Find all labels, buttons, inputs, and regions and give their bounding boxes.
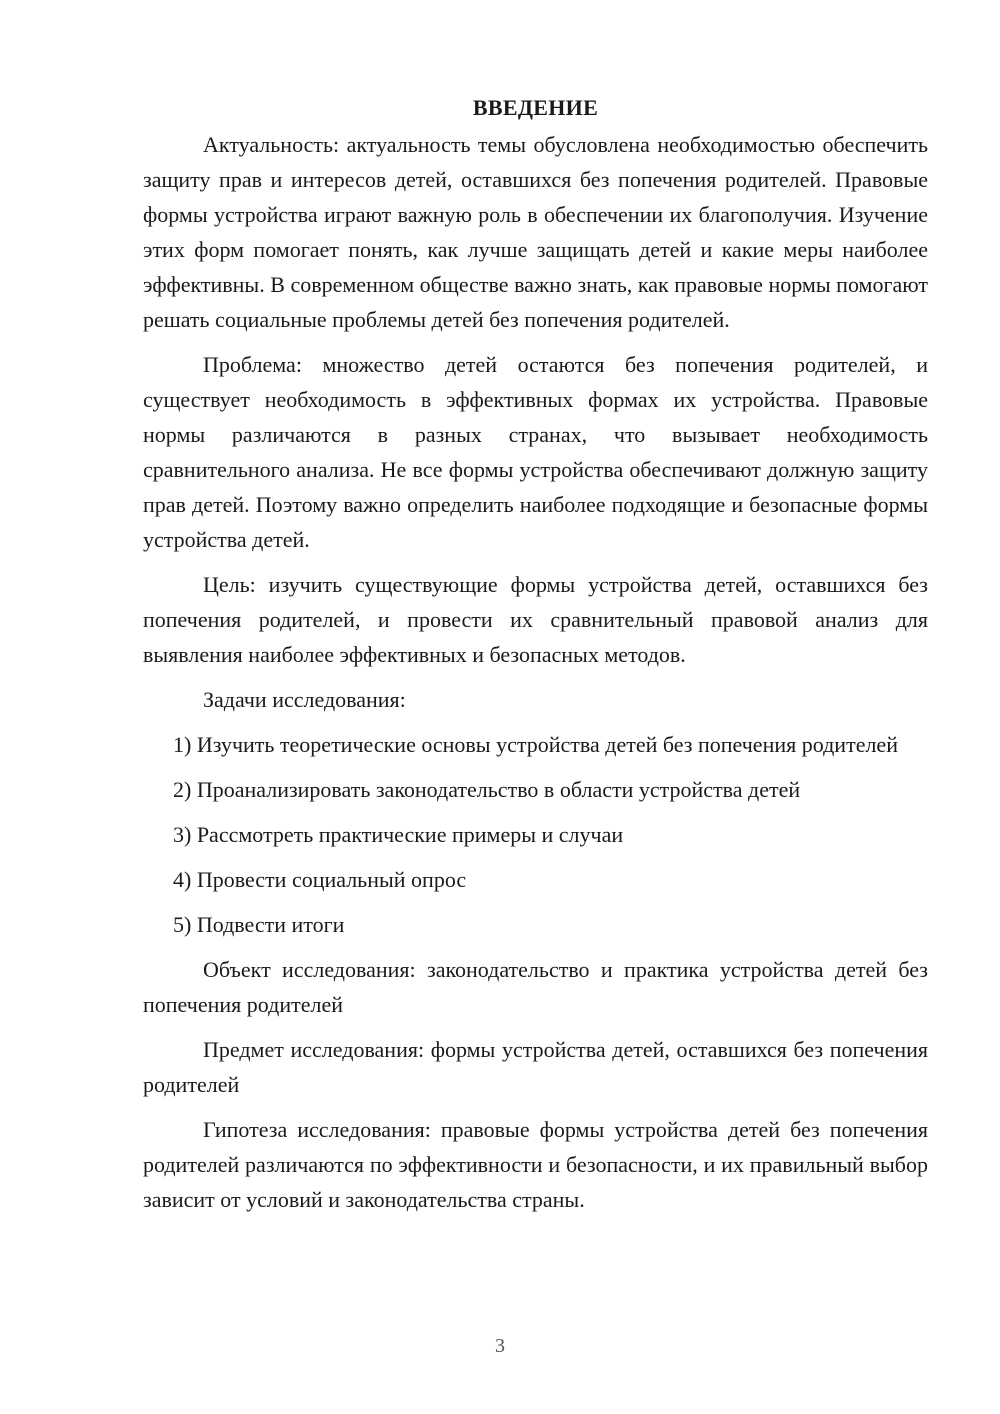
paragraph-goal: Цель: изучить существующие формы устройства детей, оставшихся без попечения родителей, и провести их сравнительный правовой анализ для выявления наиболее эффективных и безопасных методов.: [143, 572, 928, 667]
task-item-3: 3) Рассмотреть практические примеры и случаи: [173, 822, 624, 847]
task-item-5: 5) Подвести итоги: [173, 912, 345, 937]
paragraph-subject: Предмет исследования: формы устройства детей, оставшихся без попечения родителей: [143, 1037, 928, 1097]
page-number: 3: [495, 1335, 505, 1357]
page-title: ВВЕДЕНИЕ: [472, 95, 599, 120]
task-item-1: 1) Изучить теоретические основы устройства детей без попечения родителей: [173, 732, 898, 757]
paragraph-problem: Проблема: множество детей остаются без попечения родителей, и существует необходимость в эффективных формах их устройства. Правовые нормы различаются в разных странах, что вызывает необходимость сравнительного анализа. Не все формы устройства обеспечивают должную защиту прав детей. Поэтому важно определить наиболее подходящие и безопасные формы устройства детей.: [143, 352, 928, 552]
paragraph-hypothesis: Гипотеза исследования: правовые формы устройства детей без попечения родителей различаются по эффективности и безопасности, и их правильный выбор зависит от условий и законодательства страны.: [143, 1117, 928, 1212]
paragraph-object: Объект исследования: законодательство и практика устройства детей без попечения родителей: [143, 957, 928, 1017]
tasks-heading: Задачи исследования:: [203, 687, 406, 712]
task-item-4: 4) Провести социальный опрос: [173, 867, 467, 892]
task-item-2: 2) Проанализировать законодательство в области устройства детей: [173, 777, 801, 802]
page-content: [143, 90, 928, 1227]
paragraph-relevance: Актуальность: актуальность темы обусловлена необходимостью обеспечить защиту прав и интересов детей, оставшихся без попечения родителей. Правовые формы устройства играют важную роль в обеспечении их благополучия. Изучение этих форм помогает понять, как лучше защищать детей и какие меры наиболее эффективны. В современном обществе важно знать, как правовые нормы помогают решать социальные проблемы детей без попечения родителей.: [143, 132, 928, 332]
